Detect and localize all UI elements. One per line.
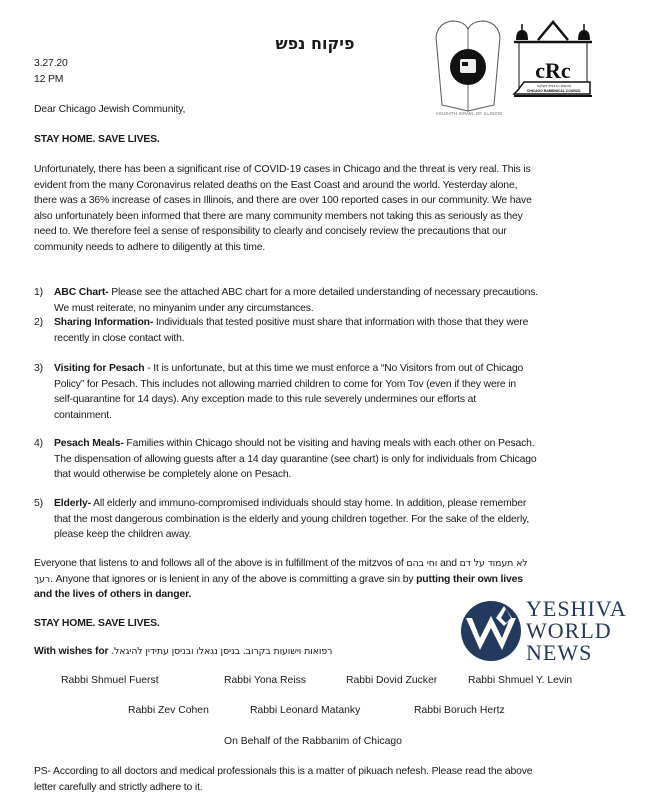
hebrew-title: פיקוח נפש <box>275 34 355 53</box>
item-title: Visiting for Pesach <box>54 363 145 374</box>
agudath-caption: AGUDATH ISRAEL OF ILLINOIS <box>435 111 503 116</box>
item-text: All elderly and immuno-compromised individuals should stay home. In addition, please remember <box>90 498 527 509</box>
salutation: Dear Chicago Jewish Community, <box>34 104 186 115</box>
ywn-watermark <box>460 598 655 668</box>
headline-repeat: STAY HOME. SAVE LIVES. <box>34 618 160 629</box>
ps-paragraph: PS- According to all doctors and medical professionals this is a matter of pikuach nefesh. Please read the above letter carefully and strictly adhere to it. <box>34 766 533 793</box>
crc-building-icon <box>510 18 596 108</box>
item-text: We must reiterate, no minyanim under any circumstances. <box>54 302 314 314</box>
crc-logo <box>510 18 596 108</box>
svg-text:cRc: cRc <box>535 58 571 83</box>
ywn-text-line: WORLD <box>526 618 612 643</box>
item-number: 2) <box>34 317 43 328</box>
item-text: The dispensation of allowing guests after a 14 day quarantine (see chart) is only for individuals from Chicago <box>54 453 537 465</box>
signatory: Rabbi Leonard Matanky <box>250 705 361 716</box>
item-text: containment. <box>54 409 112 421</box>
signatory: Rabbi Zev Cohen <box>128 705 209 716</box>
item-title: Elderly- <box>54 498 91 509</box>
letter-time: 12 PM <box>34 74 64 85</box>
intro-line: there was a 36% increase of cases in Illinois, and there are over 100 reported cases in our community. We have <box>34 195 532 206</box>
item-text: Please see the attached ABC chart for a more detailed understanding of necessary precautions. <box>108 287 539 298</box>
item-title: Pesach Meals- <box>54 438 124 449</box>
item-number: 5) <box>34 498 43 509</box>
item-title: ABC Chart- <box>54 287 109 298</box>
hebrew-phrase: וחי בהם <box>406 558 438 569</box>
letter-date: 3.27.20 <box>34 58 68 69</box>
intro-line: Unfortunately, there has been a significant rise of COVID-19 cases in Chicago and the threat is very real. This is <box>34 164 531 175</box>
hebrew-phrase: לא תעמוד על דם <box>459 558 528 569</box>
ywn-text-line: YESHIVA <box>526 596 627 621</box>
ywn-text-line: NEWS <box>526 640 593 665</box>
signatory: Rabbi Dovid Zucker <box>346 675 438 686</box>
svg-text:מועצת הרבנים דשיקגו: מועצת הרבנים דשיקגו <box>537 84 571 88</box>
signatory: Rabbi Yona Reiss <box>224 675 307 686</box>
wishes-line: With wishes for רפואות וישועות בקרוב. בניסן נגאלו ובניסן עתידין להיגאל. <box>34 646 333 657</box>
on-behalf-line: On Behalf of the Rabbanim of Chicago <box>224 736 402 747</box>
intro-line: also unfortunately been informed that there are many community members not taking this as seriously as they <box>34 210 523 222</box>
svg-text:CHICAGO RABBINICAL COUNCIL: CHICAGO RABBINICAL COUNCIL <box>526 89 582 93</box>
item-text: that would otherwise be completely alone on Pesach. <box>54 469 292 480</box>
ywn-w-logo-icon <box>460 600 522 662</box>
item-text: Policy” for Pesach. This includes not allowing married children to come for Yom Tov (even if they were in <box>54 378 517 390</box>
item-text: Individuals that tested positive must share that information with those that they were <box>153 317 529 328</box>
item-text: self-quarantine for 14 days). Any exception made to this rule severely undermines our efforts at <box>54 394 477 405</box>
intro-line: need to. We therefore feel a sense of responsibility to clearly and concisely review the precautions that our <box>34 226 507 237</box>
hebrew-blessing: רפואות וישועות בקרוב. בניסן נגאלו ובניסן עתידין להיגאל. <box>111 646 333 657</box>
intro-line: evident from the many Coronavirus related deaths on the East Coast and around the world. Yesterday alone, <box>34 179 518 191</box>
signatory: Rabbi Boruch Hertz <box>414 705 505 716</box>
item-text: - It is unfortunate, but at this time we must enforce a “No Visitors from out of Chicago <box>144 363 524 374</box>
headline: STAY HOME. SAVE LIVES. <box>34 134 160 145</box>
item-title: Sharing Information- <box>54 317 154 328</box>
closing-paragraph: Everyone that listens to and follows all of the above is in fulfillment of the mitzvos of וחי בהם and לא תעמוד על דם רעך. Anyone that ignores or is lenient in any of the above is committing a grave sin by putting their own lives and the lives of others in danger. <box>34 558 528 600</box>
signatory: Rabbi Shmuel Y. Levin <box>468 675 573 686</box>
item-text: please keep the children away. <box>54 529 192 540</box>
item-number: 4) <box>34 438 43 449</box>
agudath-israel-logo <box>428 15 508 119</box>
item-text: recently in close contact with. <box>54 332 185 344</box>
item-number: 1) <box>34 287 43 298</box>
hebrew-phrase: רעך <box>34 573 50 585</box>
item-number: 3) <box>34 363 43 374</box>
item-text: Families within Chicago should not be visiting and having meals with each other on Pesach. <box>123 438 535 449</box>
item-text: that the most dangerous combination is the elderly and young children together. For the sake of the elderly, <box>54 513 530 525</box>
agudath-tablets-icon <box>428 15 508 119</box>
signatory: Rabbi Shmuel Fuerst <box>61 675 159 686</box>
intro-line: community needs to adhere to diligently at this time. <box>34 241 266 253</box>
intro-paragraph <box>34 162 624 255</box>
